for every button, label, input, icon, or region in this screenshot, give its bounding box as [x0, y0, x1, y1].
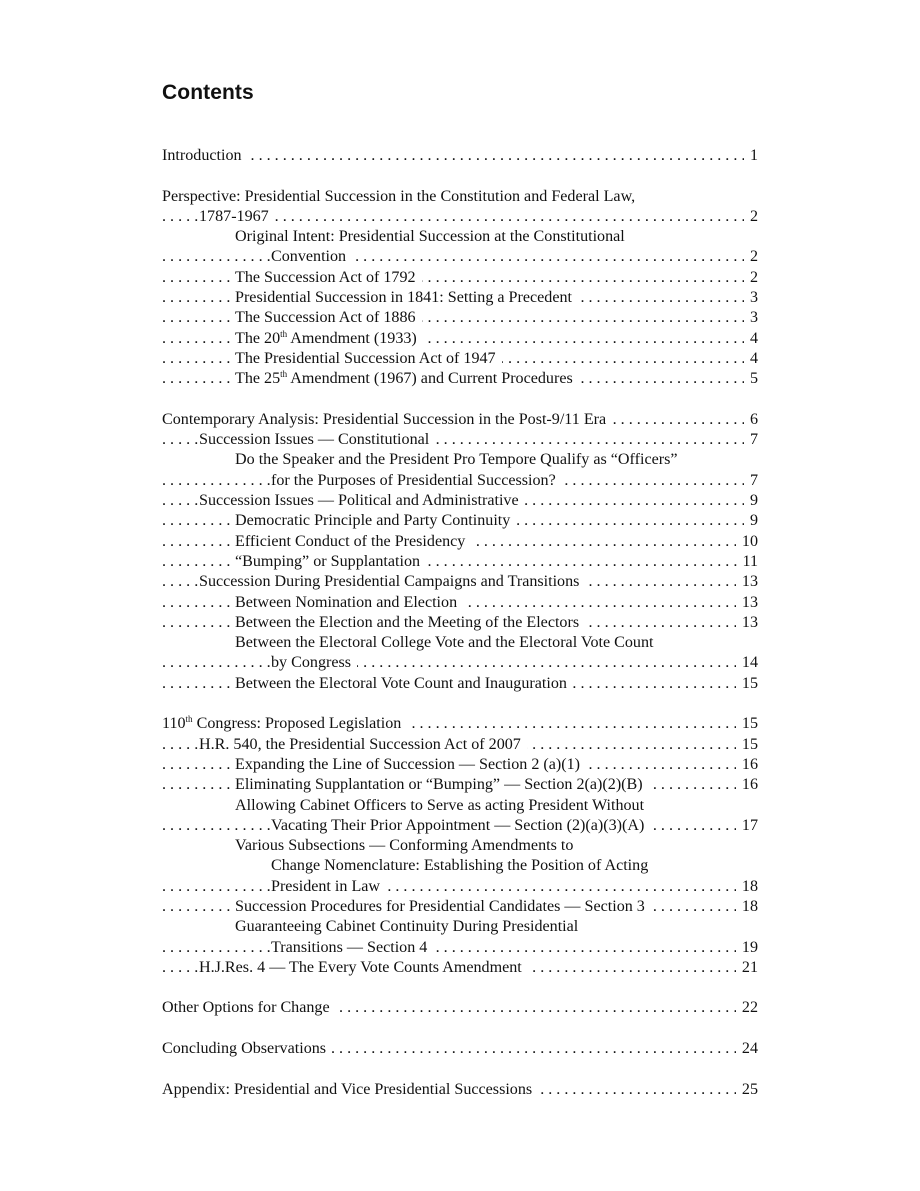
toc-entry[interactable]	[162, 471, 758, 491]
toc-entry[interactable]	[162, 633, 758, 653]
toc-entry-title: Allowing Cabinet Officers to Serve as acting President Without	[235, 797, 650, 814]
toc-entry[interactable]	[162, 369, 758, 389]
toc-page-number: 13	[736, 572, 758, 592]
toc-entry[interactable]	[162, 816, 758, 836]
toc-page-number: 13	[736, 613, 758, 633]
toc-entry-title: The 25th Amendment (1967) and Current Procedures	[235, 370, 579, 387]
toc-entry[interactable]	[162, 714, 758, 734]
toc-page-number: 15	[736, 714, 758, 734]
toc-entry-title: Vacating Their Prior Appointment — Section (2)(a)(3)(A)	[271, 817, 650, 834]
toc-page-number: 9	[744, 511, 758, 531]
toc-page-number: 4	[744, 349, 758, 369]
toc-entry-title: Eliminating Supplantation or “Bumping” — Section 2(a)(2)(B)	[235, 776, 649, 793]
toc-entry[interactable]	[162, 917, 758, 937]
toc-entry[interactable]	[162, 410, 758, 430]
toc-entry-title: The Succession Act of 1886	[235, 309, 422, 326]
toc-entry-title: Democratic Principle and Party Continuity	[235, 512, 516, 529]
table-of-contents	[162, 146, 758, 1100]
toc-entry[interactable]	[162, 613, 758, 633]
toc-entry[interactable]	[162, 998, 758, 1018]
toc-page-number: 2	[744, 247, 758, 267]
toc-entry-title: Do the Speaker and the President Pro Tempore Qualify as “Officers”	[235, 451, 684, 468]
toc-entry-title: Contemporary Analysis: Presidential Succession in the Post-9/11 Era	[162, 411, 612, 428]
toc-entry-title: H.J.Res. 4 — The Every Vote Counts Amendment	[199, 959, 528, 976]
page-title: Contents	[162, 81, 254, 104]
toc-page-number: 25	[736, 1080, 758, 1100]
toc-entry-title: Appendix: Presidential and Vice Presidential Successions	[162, 1081, 538, 1098]
toc-entry[interactable]	[162, 430, 758, 450]
toc-entry-title: Guaranteeing Cabinet Continuity During Presidential	[235, 918, 584, 935]
toc-entry[interactable]	[162, 450, 758, 470]
toc-entry-title: Convention	[271, 248, 352, 265]
toc-entry[interactable]	[162, 938, 758, 958]
toc-page-number: 5	[744, 369, 758, 389]
toc-entry-title: Perspective: Presidential Succession in the Constitution and Federal Law,	[162, 188, 641, 205]
toc-entry-title: Succession Procedures for Presidential Candidates — Section 3	[235, 898, 651, 915]
toc-page-number: 3	[744, 308, 758, 328]
toc-entry[interactable]	[162, 877, 758, 897]
toc-entry-title: Other Options for Change	[162, 999, 336, 1016]
toc-entry[interactable]	[162, 593, 758, 613]
toc-page-number: 13	[736, 593, 758, 613]
toc-entry-title: Various Subsections — Conforming Amendments to	[235, 837, 579, 854]
toc-entry-title: The Succession Act of 1792	[235, 269, 422, 286]
toc-page-number: 3	[744, 288, 758, 308]
toc-entry-title: for the Purposes of Presidential Succession?	[271, 472, 562, 489]
toc-entry-title: Between Nomination and Election	[235, 594, 463, 611]
toc-entry-title: 1787-1967	[199, 208, 275, 225]
toc-entry-title: Presidential Succession in 1841: Setting a Precedent	[235, 289, 578, 306]
toc-entry[interactable]	[162, 897, 758, 917]
toc-entry-title: Introduction	[162, 147, 248, 164]
toc-entry[interactable]	[162, 572, 758, 592]
toc-entry-title: Transitions — Section 4	[271, 939, 433, 956]
toc-entry-title: Change Nomenclature: Establishing the Position of Acting	[271, 857, 654, 874]
toc-entry[interactable]	[162, 735, 758, 755]
toc-entry-title: The Presidential Succession Act of 1947	[235, 350, 502, 367]
toc-entry[interactable]	[162, 308, 758, 328]
toc-entry-title: Expanding the Line of Succession — Section 2 (a)(1)	[235, 756, 586, 773]
toc-page-number: 18	[736, 877, 758, 897]
toc-entry-title: Succession During Presidential Campaigns and Transitions	[199, 573, 585, 590]
toc-entry[interactable]	[162, 1080, 758, 1100]
toc-entry[interactable]	[162, 856, 758, 876]
toc-page-number: 7	[744, 430, 758, 450]
toc-page-number: 15	[736, 674, 758, 694]
toc-page-number: 16	[736, 775, 758, 795]
toc-entry[interactable]	[162, 227, 758, 247]
toc-entry[interactable]	[162, 329, 758, 349]
toc-page-number: 6	[744, 410, 758, 430]
toc-entry-title: President in Law	[271, 878, 386, 895]
toc-entry-title: Between the Election and the Meeting of the Electors	[235, 614, 585, 631]
toc-page-number: 19	[736, 938, 758, 958]
toc-page-number: 24	[736, 1039, 758, 1059]
toc-entry[interactable]	[162, 532, 758, 552]
toc-page-number: 18	[736, 897, 758, 917]
toc-entry-title: Original Intent: Presidential Succession at the Constitutional	[235, 228, 631, 245]
toc-entry[interactable]	[162, 836, 758, 856]
toc-entry-title: Between the Electoral Vote Count and Inauguration	[235, 675, 573, 692]
toc-entry[interactable]	[162, 755, 758, 775]
toc-entry-title: Efficient Conduct of the Presidency	[235, 533, 471, 550]
toc-entry[interactable]	[162, 491, 758, 511]
toc-entry-title: by Congress	[271, 654, 357, 671]
toc-entry[interactable]	[162, 674, 758, 694]
toc-page-number: 15	[736, 735, 758, 755]
toc-entry[interactable]	[162, 796, 758, 816]
toc-page-number: 21	[736, 958, 758, 978]
toc-entry[interactable]	[162, 775, 758, 795]
toc-entry-title: “Bumping” or Supplantation	[235, 553, 426, 570]
toc-page-number: 11	[737, 552, 759, 572]
toc-page-number: 9	[744, 491, 758, 511]
toc-page-number: 22	[736, 998, 758, 1018]
toc-page-number: 14	[736, 653, 758, 673]
toc-entry[interactable]	[162, 146, 758, 166]
toc-entry[interactable]	[162, 187, 758, 207]
toc-entry[interactable]	[162, 349, 758, 369]
toc-entry-title: The 20th Amendment (1933)	[235, 330, 423, 347]
toc-entry[interactable]	[162, 958, 758, 978]
toc-entry[interactable]	[162, 1039, 758, 1059]
toc-page-number: 2	[744, 207, 758, 227]
toc-page-number: 4	[744, 329, 758, 349]
toc-entry-title: Between the Electoral College Vote and the Electoral Vote Count	[235, 634, 659, 651]
toc-entry[interactable]	[162, 288, 758, 308]
toc-entry-title: H.R. 540, the Presidential Succession Act of 2007	[199, 736, 527, 753]
toc-entry[interactable]	[162, 552, 758, 572]
toc-entry-title: 110th Congress: Proposed Legislation	[162, 715, 407, 732]
toc-entry[interactable]	[162, 247, 758, 267]
toc-page-number: 10	[736, 532, 758, 552]
toc-entry[interactable]	[162, 511, 758, 531]
toc-page-number: 16	[736, 755, 758, 775]
toc-page-number: 17	[736, 816, 758, 836]
toc-entry-title: Concluding Observations	[162, 1040, 332, 1057]
toc-entry-title: Succession Issues — Political and Administrative	[199, 492, 525, 509]
toc-page-number: 7	[744, 471, 758, 491]
toc-page-number: 1	[744, 146, 758, 166]
toc-entry[interactable]	[162, 653, 758, 673]
toc-entry[interactable]	[162, 207, 758, 227]
toc-entry-title: Succession Issues — Constitutional	[199, 431, 435, 448]
toc-entry[interactable]	[162, 268, 758, 288]
toc-page-number: 2	[744, 268, 758, 288]
